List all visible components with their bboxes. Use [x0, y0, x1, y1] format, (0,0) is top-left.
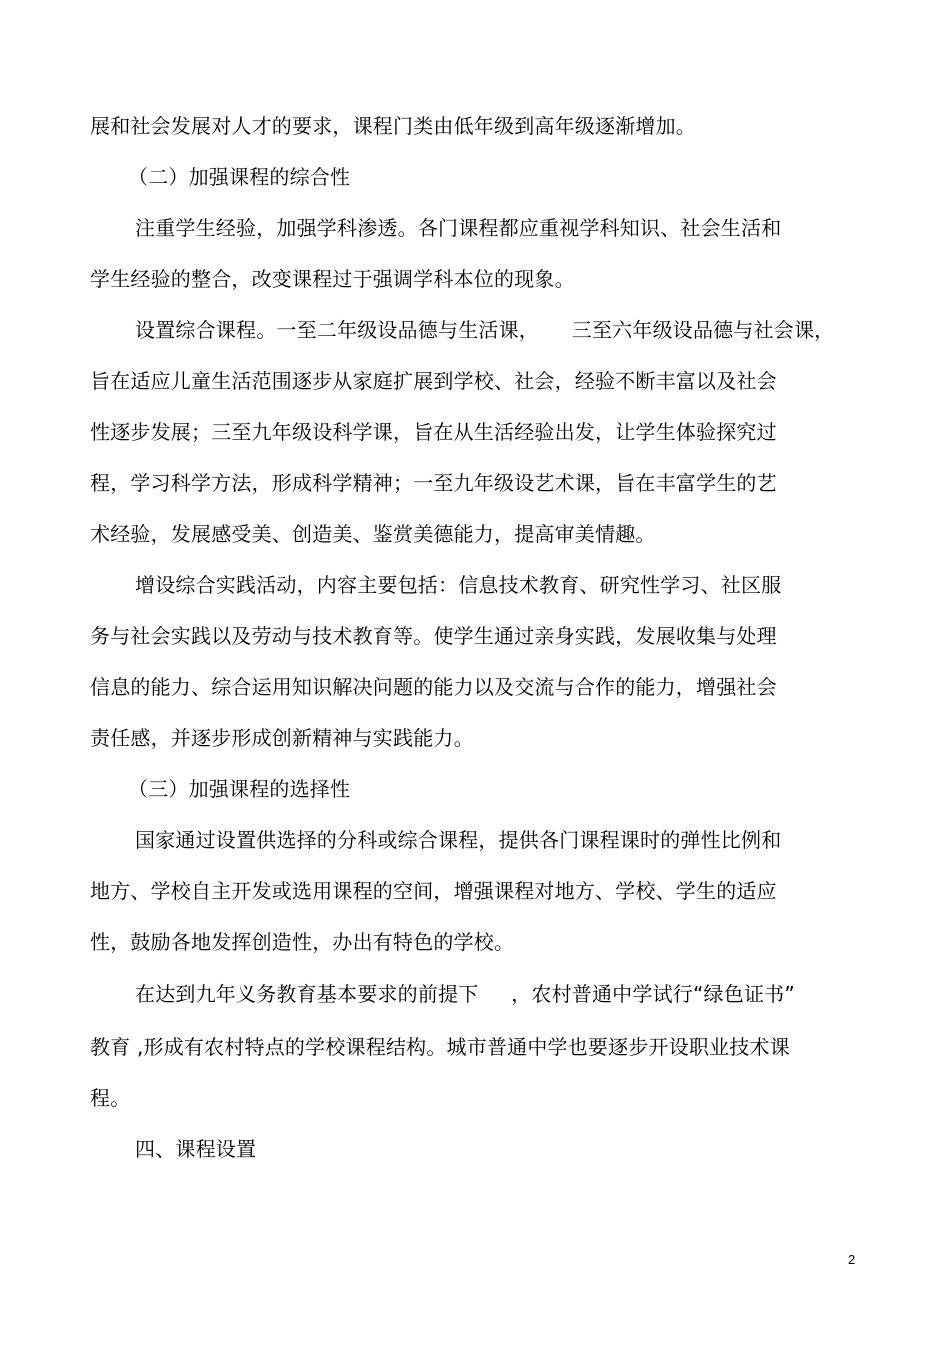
text-line: 务与社会实践以及劳动与技术教育等。使学生通过亲身实践，发展收集与处理	[90, 624, 777, 648]
text-line: 教育 ,形成有农村特点的学校课程结构。城市普通中学也要逐步开设职业技术课	[90, 1035, 790, 1059]
text-line: 展和社会发展对人才的要求，课程门类由低年级到高年级逐渐增加。	[90, 114, 696, 138]
text-line: 责任感，并逐步形成创新精神与实践能力。	[90, 726, 474, 750]
text-line: 旨在适应儿童生活范围逐步从家庭扩展到学校、社会，经验不断丰富以及社会	[90, 369, 777, 393]
text-line: 设置综合课程。一至二年级设品德与生活课， 三至六年级设品德与社会课，	[135, 318, 835, 342]
text-line: 国家通过设置供选择的分科或综合课程，提供各门课程课时的弹性比例和	[135, 828, 782, 852]
text-line: 学生经验的整合，改变课程过于强调学科本位的现象。	[90, 267, 575, 291]
text-line: 地方、学校自主开发或选用课程的空间，增强课程对地方、学校、学生的适应	[90, 879, 777, 903]
section-heading: （三）加强课程的选择性	[128, 777, 351, 801]
text-line: 术经验，发展感受美、创造美、鉴赏美德能力，提高审美情趣。	[90, 522, 656, 546]
text-line: 程。	[90, 1086, 131, 1110]
page-number: 2	[848, 1252, 856, 1267]
text-line: 性，鼓励各地发挥创造性，办出有特色的学校。	[90, 930, 515, 954]
section-heading: （二）加强课程的综合性	[128, 165, 351, 189]
text-line: 性逐步发展；三至九年级设科学课，旨在从生活经验出发，让学生体验探究过	[90, 420, 777, 444]
section-heading: 四、课程设置	[135, 1137, 257, 1161]
text-line: 注重学生经验，加强学科渗透。各门课程都应重视学科知识、社会生活和	[135, 216, 782, 240]
text-line: 信息的能力、综合运用知识解决问题的能力以及交流与合作的能力，增强社会	[90, 675, 777, 699]
text-line: 程，学习科学方法，形成科学精神；一至九年级设艺术课，旨在丰富学生的艺	[90, 471, 777, 495]
text-line: 在达到九年义务教育基本要求的前提下 ，农村普通中学试行“绿色证书”	[135, 982, 795, 1006]
text-line: 增设综合实践活动，内容主要包括：信息技术教育、研究性学习、社区服	[135, 573, 782, 597]
